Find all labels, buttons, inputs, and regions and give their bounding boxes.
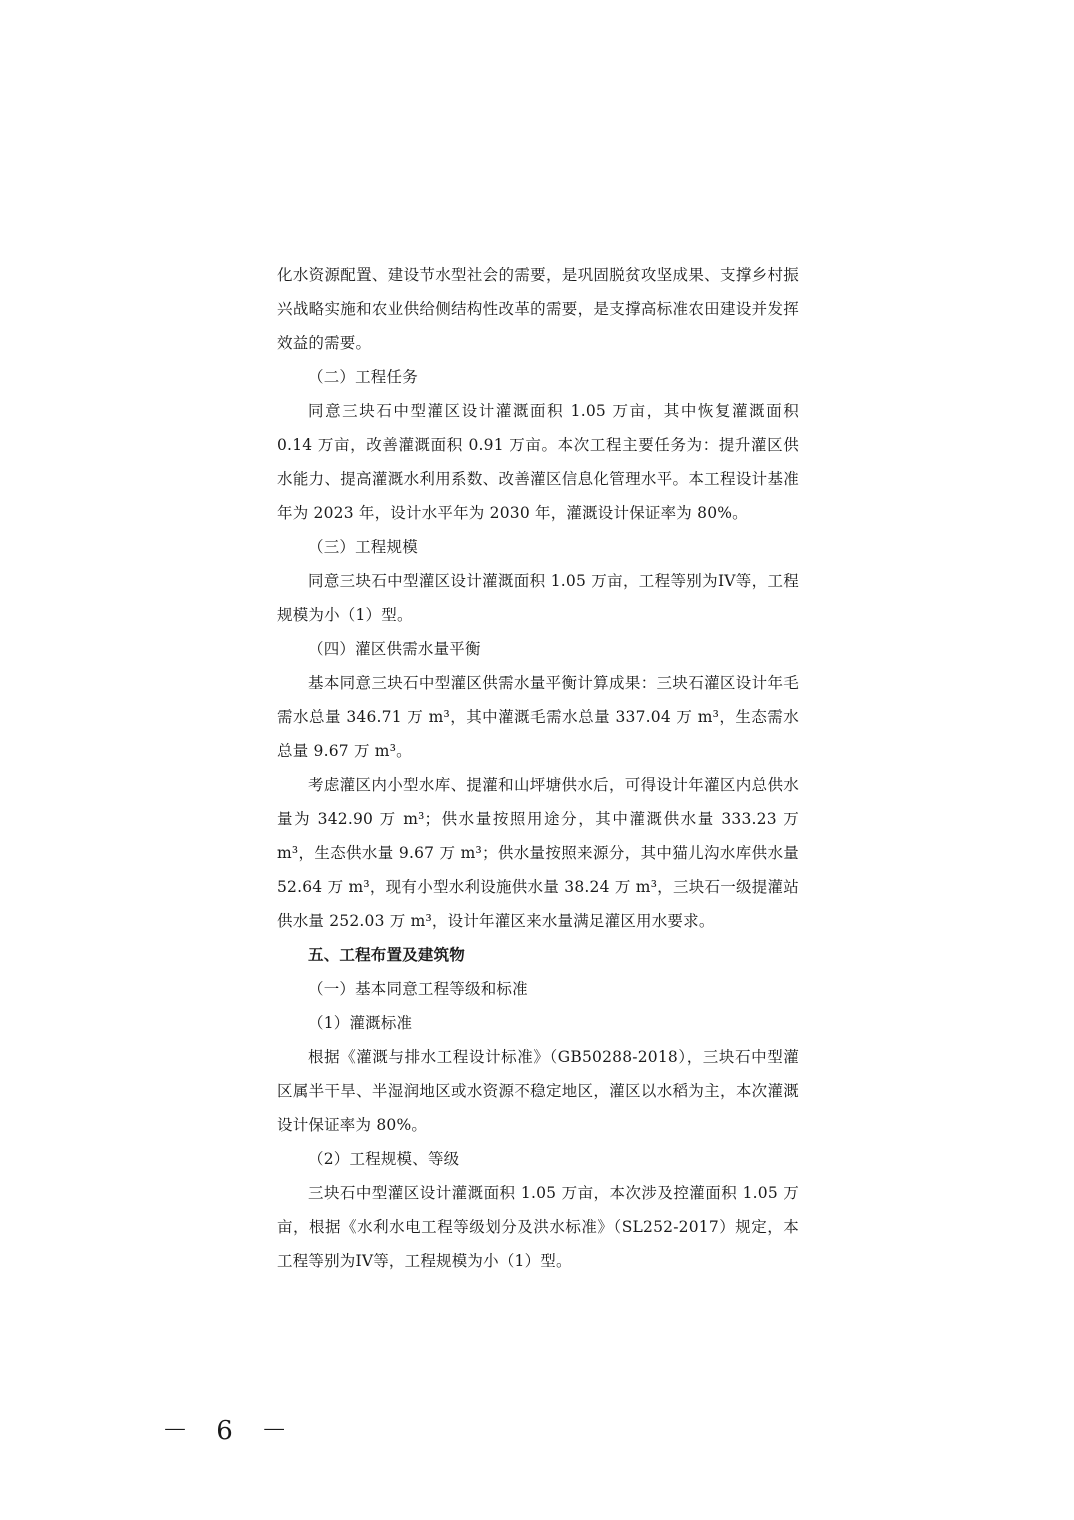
paragraph-water-balance-2: 考虑灌区内小型水库、提灌和山坪塘供水后，可得设计年灌区内总供水量为 342.90 万 m³；供水量按照用途分，其中灌溉供水量 333.23 万 m³，生态供水量 9.67 万 m³；供水量按照来源分，其中猫儿沟水库供水量 52.64 万 m³，现有小型水利设施供水量 38.24 万 m³，三块石一级提灌站供水量 252.03 万 m³，设计年灌区来水量满足灌区用水要求。 bbox=[277, 776, 799, 930]
heading-water-balance: （四）灌区供需水量平衡 bbox=[308, 640, 481, 658]
paragraph-project-scale: 同意三块石中型灌区设计灌溉面积 1.05 万亩，工程等别为IV等，工程规模为小（1）型。 bbox=[277, 572, 799, 624]
heading-irrigation-standard: （1）灌溉标准 bbox=[308, 1014, 413, 1032]
paragraph-project-task: 同意三块石中型灌区设计灌溉面积 1.05 万亩，其中恢复灌溉面积 0.14 万亩，改善灌溉面积 0.91 万亩。本次工程主要任务为：提升灌区供水能力、提高灌溉水利用系数、改善灌区信息化管理水平。本工程设计基准年为 2023 年，设计水平年为 2030 年，灌溉设计保证率为 80%。 bbox=[277, 402, 799, 522]
paragraph-scale-grade: 三块石中型灌区设计灌溉面积 1.05 万亩，本次涉及控灌面积 1.05 万亩，根据《水利水电工程等级划分及洪水标准》（SL252-2017）规定，本工程等别为IV等，工程规模为小（1）型。 bbox=[277, 1184, 799, 1270]
heading-project-scale: （三）工程规模 bbox=[308, 538, 418, 556]
paragraph-water-balance-1: 基本同意三块石中型灌区供需水量平衡计算成果：三块石灌区设计年毛需水总量 346.71 万 m³，其中灌溉毛需水总量 337.04 万 m³，生态需水总量 9.67 万 m³。 bbox=[277, 674, 799, 760]
heading-grade-standard: （一）基本同意工程等级和标准 bbox=[308, 980, 528, 998]
document-body bbox=[277, 258, 799, 1278]
heading-scale-grade: （2）工程规模、等级 bbox=[308, 1150, 460, 1168]
paragraph-continuation: 化水资源配置、建设节水型社会的需要，是巩固脱贫攻坚成果、支撑乡村振兴战略实施和农业供给侧结构性改革的需要，是支撑高标准农田建设并发挥效益的需要。 bbox=[277, 266, 799, 352]
page-number: － 6 － bbox=[162, 1416, 298, 1446]
heading-project-task: （二）工程任务 bbox=[308, 368, 418, 386]
paragraph-irrigation-standard: 根据《灌溉与排水工程设计标准》（GB50288-2018），三块石中型灌区属半干旱、半湿润地区或水资源不稳定地区，灌区以水稻为主，本次灌溉设计保证率为 80%。 bbox=[277, 1048, 799, 1134]
section-heading-layout: 五、工程布置及建筑物 bbox=[308, 945, 466, 964]
